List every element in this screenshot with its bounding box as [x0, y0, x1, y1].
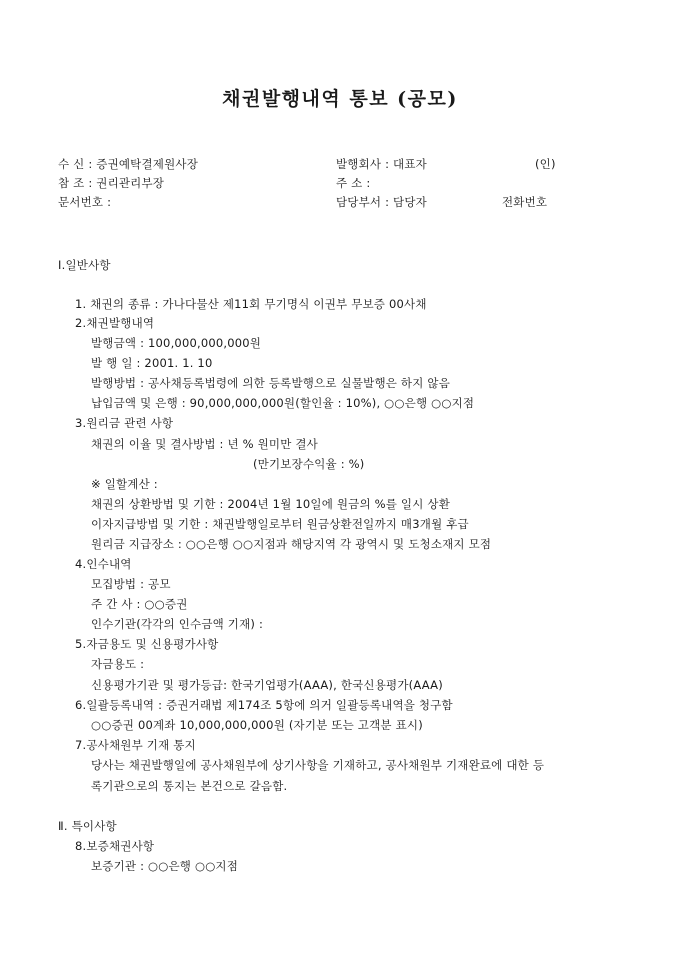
issue-method: 발행방법 : 공사채등록법령에 의한 등록발행으로 실물발행은 하지 않음	[91, 376, 451, 390]
reference-field: 참 조 : 권리관리부장	[58, 176, 165, 190]
issue-amount: 발행금액 : 100,000,000,000원	[91, 336, 262, 350]
address-field: 주 소 :	[336, 176, 371, 190]
payment-amount-bank: 납입금액 및 은행 : 90,000,000,000원(할인율 : 10%), ○○은행 ○○지점	[91, 396, 475, 410]
underwriter: 인수기관(각각의 인수금액 기재) :	[91, 617, 264, 631]
issuance-details-heading: 2.채권발행내역	[75, 316, 155, 330]
document-number-field: 문서번호 :	[58, 195, 112, 209]
bulk-registration-heading: 6.일괄등록내역 : 증권거래법 제174조 5항에 의거 일괄등록내역을 청구함	[75, 698, 453, 712]
offering-method: 모집방법 : 공모	[91, 577, 171, 591]
redemption-method: 채권의 상환방법 및 기한 : 2004년 1월 10일에 원금의 %를 일시 상환	[91, 497, 451, 511]
register-notice-heading: 7.공사채원부 기재 통지	[75, 738, 196, 752]
register-notice-line2: 록기관으로의 통지는 본건으로 갈음함.	[91, 779, 288, 793]
bulk-registration-detail: ○○증권 00계좌 10,000,000,000원 (자기분 또는 고객분 표시)	[91, 718, 423, 732]
issue-date: 발 행 일 : 2001. 1. 10	[91, 356, 213, 370]
guaranteed-bond-heading: 8.보증채권사항	[75, 839, 155, 853]
interest-payment-method: 이자지급방법 및 기한 : 채권발행일로부터 원금상환전일까지 매3개월 후급	[91, 517, 469, 531]
department-field: 담당부서 : 담당자	[336, 195, 427, 209]
bond-type-item: 1. 채권의 종류 : 가나다물산 제11회 무기명식 이권부 무보증 00사채	[75, 297, 427, 311]
fund-use-rating-heading: 5.자금용도 및 신용평가사항	[75, 637, 219, 651]
credit-rating: 신용평가기관 및 평가등급: 한국기업평가(AAA), 한국신용평가(AAA)	[91, 678, 443, 692]
guarantor: 보증기관 : ○○은행 ○○지점	[91, 859, 239, 873]
underwriting-heading: 4.인수내역	[75, 557, 132, 571]
interest-rate: 채권의 이율 및 결사방법 : 년 % 원미만 결사	[91, 437, 318, 451]
lead-manager: 주 간 사 : ○○증권	[91, 597, 188, 611]
section-general-heading: Ⅰ.일반사항	[58, 258, 111, 272]
payment-place: 원리금 지급장소 : ○○은행 ○○지점과 해당지역 각 광역시 및 도청소재지 모점	[91, 537, 492, 551]
daily-calculation-note: ※ 일할계산 :	[91, 477, 158, 491]
issuer-field: 발행회사 : 대표자	[336, 157, 427, 171]
guaranteed-yield: (만기보장수익율 : %)	[253, 457, 365, 471]
seal-mark: (인)	[535, 157, 556, 171]
section-special-heading: Ⅱ. 특이사항	[58, 819, 117, 833]
register-notice-line1: 당사는 채권발행일에 공사채원부에 상기사항을 기재하고, 공사채원부 기재완료에 대한 등	[91, 758, 545, 772]
phone-field: 전화번호	[502, 195, 548, 209]
principal-interest-heading: 3.원리금 관련 사항	[75, 416, 174, 430]
document-title: 채권발행내역 통보 (공모)	[222, 88, 458, 110]
recipient-field: 수 신 : 증권예탁결제원사장	[58, 157, 199, 171]
fund-use: 자금용도 :	[91, 657, 145, 671]
